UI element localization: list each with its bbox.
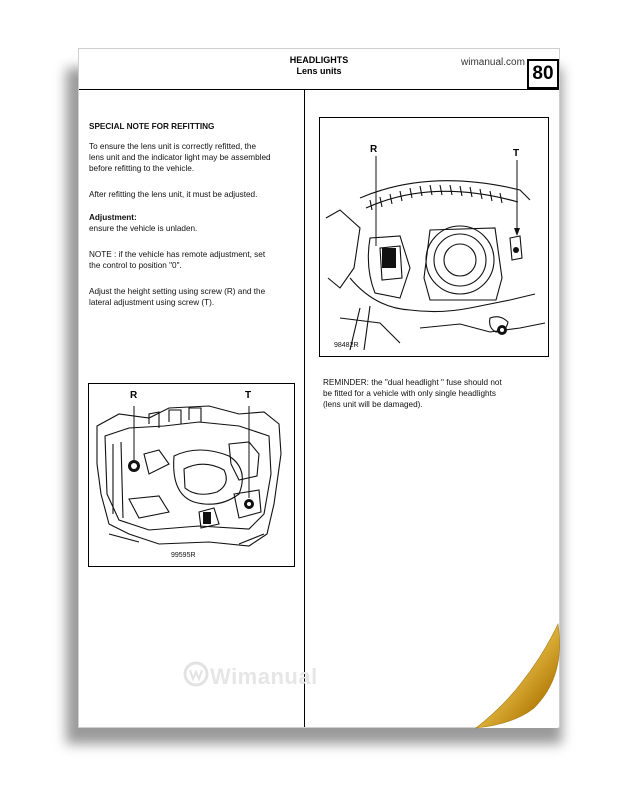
para-adjusted: After refitting the lens unit, it must be adjusted. xyxy=(89,190,258,199)
label-t-left: T xyxy=(245,390,252,401)
page-title: HEADLIGHTS xyxy=(289,55,349,65)
para-screws-1: Adjust the height setting using screw (R) and the xyxy=(89,287,266,296)
page-subtitle: Lens units xyxy=(296,66,342,76)
watermark-url: wimanual.com xyxy=(461,57,525,68)
reminder-line-1: REMINDER: the "dual headlight " fuse should not xyxy=(323,378,502,387)
adjustment-heading: Adjustment: xyxy=(89,213,137,222)
page-curl-icon xyxy=(474,616,574,736)
para-refit-3: before refitting to the vehicle. xyxy=(89,164,195,173)
headlight-drawing-left xyxy=(89,384,294,566)
para-refit-2: lens unit and the indicator light may be assembled xyxy=(89,153,271,162)
label-r-left: R xyxy=(130,390,138,401)
section-number: 80 xyxy=(527,59,559,89)
para-screws-2: lateral adjustment using screw (T). xyxy=(89,298,215,307)
header-rule xyxy=(79,89,559,90)
figure-code-right: 98482R xyxy=(334,342,359,349)
watermark-logo-text: Wimanual xyxy=(210,664,318,689)
wimanual-logo-icon xyxy=(183,661,209,687)
adjustment-text: ensure the vehicle is unladen. xyxy=(89,224,198,233)
label-r-right: R xyxy=(370,144,378,155)
headlight-diagram-right xyxy=(319,117,549,357)
reminder-line-3: (lens unit will be damaged). xyxy=(323,400,423,409)
reminder-line-2: be fitted for a vehicle with only single headlights xyxy=(323,389,496,398)
label-t-right: T xyxy=(513,148,520,159)
section-heading: SPECIAL NOTE FOR REFITTING xyxy=(89,122,215,131)
figure-code-left: 99595R xyxy=(171,552,196,559)
column-divider xyxy=(304,89,305,727)
para-refit-1: To ensure the lens unit is correctly refitted, the xyxy=(89,142,257,151)
note-line-2: the control to position "0". xyxy=(89,261,182,270)
headlight-diagram-left xyxy=(88,383,295,567)
note-line-1: NOTE : if the vehicle has remote adjustment, set xyxy=(89,250,266,259)
